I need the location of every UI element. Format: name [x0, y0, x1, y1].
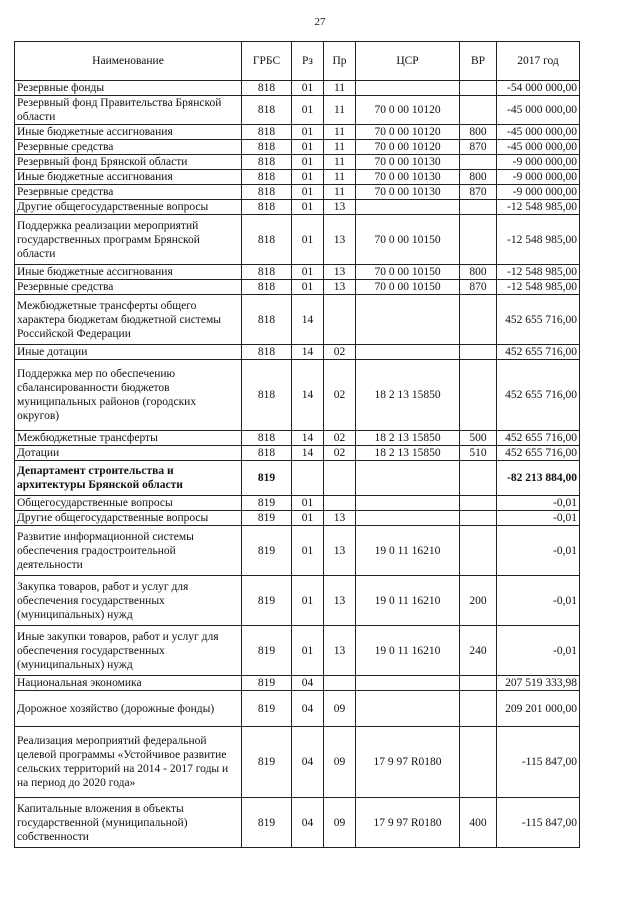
cell-name: Департамент строительства и архитектуры Брянской области	[15, 461, 242, 496]
cell-rz: 14	[292, 431, 324, 446]
cell-name: Иные дотации	[15, 345, 242, 360]
cell-name: Дорожное хозяйство (дорожные фонды)	[15, 691, 242, 727]
cell-grbs: 818	[242, 265, 292, 280]
page-number: 27	[314, 16, 326, 28]
table-row	[15, 140, 580, 155]
cell-pr: 02	[324, 360, 356, 431]
cell-amount: 452 655 716,00	[497, 431, 580, 446]
cell-csr: 18 2 13 15850	[356, 360, 460, 431]
table-row	[15, 81, 580, 96]
cell-pr: 11	[324, 155, 356, 170]
cell-grbs: 819	[242, 526, 292, 576]
cell-amount: 452 655 716,00	[497, 345, 580, 360]
cell-pr: 13	[324, 265, 356, 280]
cell-pr: 02	[324, 345, 356, 360]
cell-rz: 01	[292, 96, 324, 125]
cell-pr: 09	[324, 691, 356, 727]
cell-rz: 14	[292, 345, 324, 360]
cell-grbs: 819	[242, 461, 292, 496]
cell-name: Дотации	[15, 446, 242, 461]
cell-name: Иные бюджетные ассигнования	[15, 125, 242, 140]
cell-csr	[356, 511, 460, 526]
table-row	[15, 125, 580, 140]
cell-grbs: 818	[242, 96, 292, 125]
cell-grbs: 818	[242, 295, 292, 345]
cell-amount: 209 201 000,00	[497, 691, 580, 727]
cell-pr: 09	[324, 798, 356, 848]
cell-pr: 11	[324, 170, 356, 185]
cell-csr: 19 0 11 16210	[356, 626, 460, 676]
cell-pr: 11	[324, 185, 356, 200]
cell-amount: -12 548 985,00	[497, 280, 580, 295]
cell-vr	[460, 496, 497, 511]
cell-pr: 11	[324, 140, 356, 155]
cell-name: Резервные фонды	[15, 81, 242, 96]
cell-csr	[356, 676, 460, 691]
cell-amount: 452 655 716,00	[497, 360, 580, 431]
cell-grbs: 818	[242, 155, 292, 170]
cell-vr	[460, 511, 497, 526]
cell-grbs: 819	[242, 798, 292, 848]
cell-amount: -0,01	[497, 511, 580, 526]
cell-grbs: 819	[242, 676, 292, 691]
cell-pr: 13	[324, 200, 356, 215]
cell-name: Резервные средства	[15, 140, 242, 155]
cell-rz: 01	[292, 496, 324, 511]
cell-csr: 19 0 11 16210	[356, 526, 460, 576]
cell-vr	[460, 676, 497, 691]
table-row	[15, 526, 580, 576]
cell-name: Другие общегосударственные вопросы	[15, 200, 242, 215]
cell-vr	[460, 461, 497, 496]
cell-amount: -54 000 000,00	[497, 81, 580, 96]
cell-vr: 800	[460, 170, 497, 185]
table-row	[15, 280, 580, 295]
table-header-row	[15, 42, 580, 81]
cell-grbs: 818	[242, 360, 292, 431]
cell-csr: 70 0 00 10130	[356, 170, 460, 185]
cell-vr	[460, 727, 497, 798]
cell-csr: 18 2 13 15850	[356, 446, 460, 461]
table-row	[15, 185, 580, 200]
cell-pr	[324, 496, 356, 511]
cell-vr	[460, 215, 497, 265]
cell-pr: 11	[324, 81, 356, 96]
budget-table	[14, 41, 580, 848]
cell-pr: 13	[324, 626, 356, 676]
cell-name: Национальная экономика	[15, 676, 242, 691]
cell-rz: 01	[292, 81, 324, 96]
cell-rz: 01	[292, 526, 324, 576]
cell-grbs: 818	[242, 446, 292, 461]
cell-grbs: 818	[242, 280, 292, 295]
cell-rz: 14	[292, 446, 324, 461]
cell-pr: 02	[324, 431, 356, 446]
cell-grbs: 818	[242, 431, 292, 446]
cell-rz: 01	[292, 170, 324, 185]
cell-vr	[460, 526, 497, 576]
table-row	[15, 431, 580, 446]
cell-amount: -0,01	[497, 576, 580, 626]
table-row	[15, 265, 580, 280]
table-row	[15, 96, 580, 125]
table-row	[15, 626, 580, 676]
cell-vr: 870	[460, 280, 497, 295]
cell-name: Резервные средства	[15, 280, 242, 295]
cell-grbs: 819	[242, 691, 292, 727]
cell-csr	[356, 496, 460, 511]
table-row	[15, 360, 580, 431]
cell-rz: 01	[292, 155, 324, 170]
cell-amount: -9 000 000,00	[497, 185, 580, 200]
cell-vr	[460, 200, 497, 215]
cell-pr: 11	[324, 125, 356, 140]
table-row	[15, 691, 580, 727]
cell-csr: 70 0 00 10120	[356, 125, 460, 140]
cell-pr	[324, 676, 356, 691]
cell-pr: 13	[324, 526, 356, 576]
cell-name: Межбюджетные трансферты общего характера бюджетам бюджетной системы Российской Федерации	[15, 295, 242, 345]
cell-rz	[292, 461, 324, 496]
cell-csr	[356, 461, 460, 496]
cell-rz: 01	[292, 626, 324, 676]
table-row	[15, 215, 580, 265]
header-rz: Рз	[292, 42, 324, 81]
cell-name: Резервные средства	[15, 185, 242, 200]
cell-pr: 13	[324, 576, 356, 626]
cell-csr: 70 0 00 10150	[356, 265, 460, 280]
cell-name: Иные закупки товаров, работ и услуг для обеспечения государственных (муниципальных) нужд	[15, 626, 242, 676]
cell-pr: 13	[324, 280, 356, 295]
cell-rz: 04	[292, 798, 324, 848]
cell-vr: 400	[460, 798, 497, 848]
table-row	[15, 200, 580, 215]
cell-name: Иные бюджетные ассигнования	[15, 265, 242, 280]
cell-amount: 452 655 716,00	[497, 446, 580, 461]
cell-grbs: 819	[242, 496, 292, 511]
cell-grbs: 818	[242, 345, 292, 360]
cell-amount: -82 213 884,00	[497, 461, 580, 496]
cell-amount: -9 000 000,00	[497, 170, 580, 185]
cell-amount: -0,01	[497, 526, 580, 576]
table-row	[15, 496, 580, 511]
cell-rz: 04	[292, 727, 324, 798]
cell-vr: 870	[460, 140, 497, 155]
cell-name: Закупка товаров, работ и услуг для обеспечения государственных (муниципальных) нужд	[15, 576, 242, 626]
table-row	[15, 345, 580, 360]
cell-rz: 01	[292, 125, 324, 140]
cell-vr: 800	[460, 265, 497, 280]
cell-pr: 13	[324, 215, 356, 265]
cell-pr: 13	[324, 511, 356, 526]
cell-vr: 510	[460, 446, 497, 461]
cell-amount: -0,01	[497, 626, 580, 676]
cell-amount: -45 000 000,00	[497, 125, 580, 140]
cell-vr	[460, 81, 497, 96]
cell-rz: 04	[292, 691, 324, 727]
cell-grbs: 818	[242, 170, 292, 185]
cell-amount: -45 000 000,00	[497, 96, 580, 125]
cell-vr	[460, 96, 497, 125]
table-row	[15, 727, 580, 798]
cell-pr: 09	[324, 727, 356, 798]
cell-name: Межбюджетные трансферты	[15, 431, 242, 446]
cell-rz: 01	[292, 511, 324, 526]
cell-pr	[324, 461, 356, 496]
cell-rz: 01	[292, 185, 324, 200]
cell-amount: -115 847,00	[497, 727, 580, 798]
cell-rz: 01	[292, 576, 324, 626]
table-row	[15, 798, 580, 848]
cell-csr	[356, 200, 460, 215]
table-row	[15, 576, 580, 626]
cell-rz: 01	[292, 215, 324, 265]
table-row	[15, 461, 580, 496]
cell-csr	[356, 81, 460, 96]
cell-name: Резервный фонд Правительства Брянской области	[15, 96, 242, 125]
cell-grbs: 819	[242, 576, 292, 626]
cell-csr: 17 9 97 R0180	[356, 727, 460, 798]
cell-name: Резервный фонд Брянской области	[15, 155, 242, 170]
cell-rz: 01	[292, 280, 324, 295]
cell-csr: 70 0 00 10120	[356, 140, 460, 155]
cell-name: Общегосударственные вопросы	[15, 496, 242, 511]
cell-name: Поддержка реализации мероприятий государственных программ Брянской области	[15, 215, 242, 265]
cell-amount: -45 000 000,00	[497, 140, 580, 155]
cell-csr	[356, 295, 460, 345]
table-row	[15, 155, 580, 170]
cell-name: Другие общегосударственные вопросы	[15, 511, 242, 526]
cell-grbs: 819	[242, 727, 292, 798]
cell-csr: 18 2 13 15850	[356, 431, 460, 446]
cell-grbs: 819	[242, 626, 292, 676]
cell-vr: 500	[460, 431, 497, 446]
cell-amount: -0,01	[497, 496, 580, 511]
cell-amount: -115 847,00	[497, 798, 580, 848]
table-row	[15, 676, 580, 691]
table-row	[15, 446, 580, 461]
cell-amount: -12 548 985,00	[497, 265, 580, 280]
header-name: Наименование	[15, 42, 242, 81]
header-year: 2017 год	[497, 42, 580, 81]
cell-rz: 01	[292, 265, 324, 280]
cell-csr: 70 0 00 10130	[356, 155, 460, 170]
cell-pr: 11	[324, 96, 356, 125]
cell-amount: -9 000 000,00	[497, 155, 580, 170]
cell-name: Иные бюджетные ассигнования	[15, 170, 242, 185]
cell-grbs: 818	[242, 125, 292, 140]
cell-amount: 207 519 333,98	[497, 676, 580, 691]
cell-grbs: 818	[242, 185, 292, 200]
cell-rz: 04	[292, 676, 324, 691]
table-row	[15, 511, 580, 526]
header-csr: ЦСР	[356, 42, 460, 81]
cell-csr: 70 0 00 10150	[356, 215, 460, 265]
cell-grbs: 818	[242, 81, 292, 96]
cell-amount: 452 655 716,00	[497, 295, 580, 345]
cell-csr: 19 0 11 16210	[356, 576, 460, 626]
cell-amount: -12 548 985,00	[497, 215, 580, 265]
cell-pr: 02	[324, 446, 356, 461]
cell-pr	[324, 295, 356, 345]
cell-csr	[356, 345, 460, 360]
cell-grbs: 819	[242, 511, 292, 526]
header-grbs: ГРБС	[242, 42, 292, 81]
cell-rz: 14	[292, 295, 324, 345]
cell-csr: 70 0 00 10130	[356, 185, 460, 200]
table-row	[15, 295, 580, 345]
cell-rz: 01	[292, 200, 324, 215]
cell-grbs: 818	[242, 200, 292, 215]
cell-name: Реализация мероприятий федеральной целевой программы «Устойчивое развитие сельских территорий на 2014 - 2017 годы и на период до 2020 года»	[15, 727, 242, 798]
cell-vr	[460, 360, 497, 431]
table-row	[15, 170, 580, 185]
cell-csr	[356, 691, 460, 727]
cell-csr: 70 0 00 10120	[356, 96, 460, 125]
cell-vr: 800	[460, 125, 497, 140]
cell-amount: -12 548 985,00	[497, 200, 580, 215]
cell-rz: 01	[292, 140, 324, 155]
cell-rz: 14	[292, 360, 324, 431]
header-vr: ВР	[460, 42, 497, 81]
header-pr: Пр	[324, 42, 356, 81]
cell-grbs: 818	[242, 140, 292, 155]
cell-csr: 17 9 97 R0180	[356, 798, 460, 848]
cell-vr	[460, 155, 497, 170]
cell-vr: 200	[460, 576, 497, 626]
cell-name: Развитие информационной системы обеспечения градостроительной деятельности	[15, 526, 242, 576]
cell-vr	[460, 345, 497, 360]
cell-vr: 240	[460, 626, 497, 676]
cell-vr: 870	[460, 185, 497, 200]
cell-vr	[460, 691, 497, 727]
cell-name: Капитальные вложения в объекты государственной (муниципальной) собственности	[15, 798, 242, 848]
cell-csr: 70 0 00 10150	[356, 280, 460, 295]
cell-vr	[460, 295, 497, 345]
cell-name: Поддержка мер по обеспечению сбалансированности бюджетов муниципальных районов (городских округов)	[15, 360, 242, 431]
cell-grbs: 818	[242, 215, 292, 265]
